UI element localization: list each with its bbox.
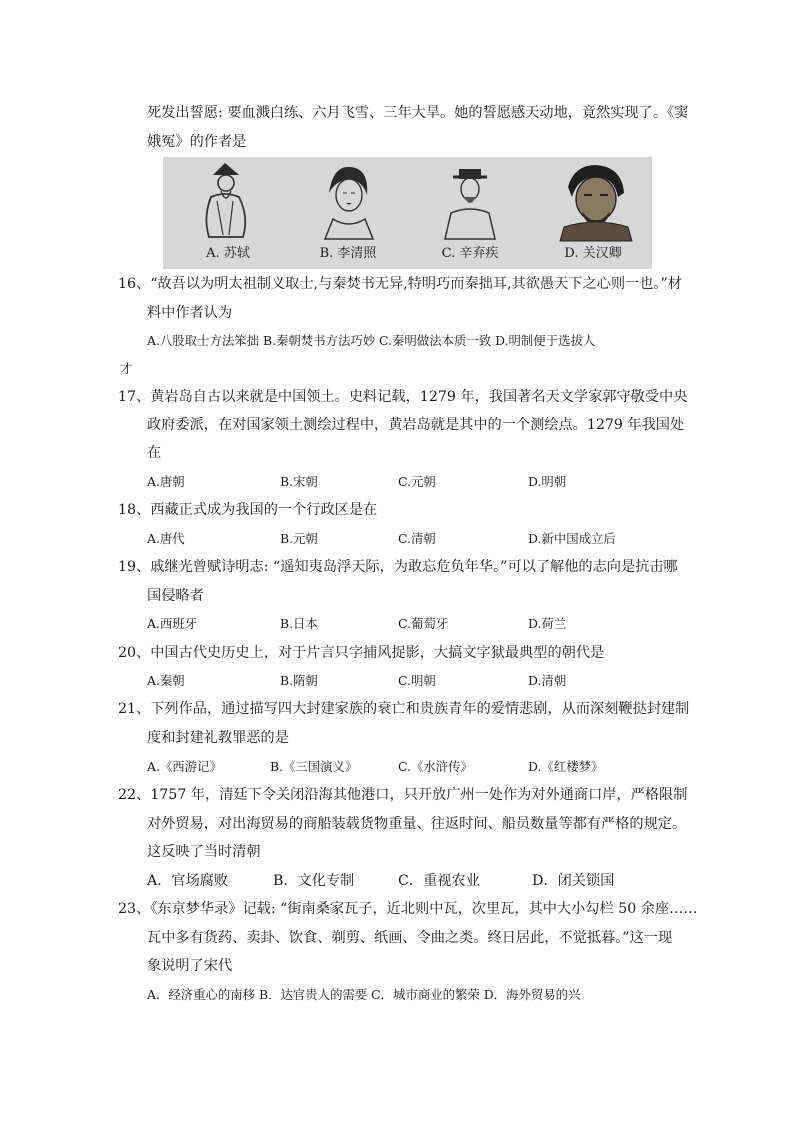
q17-stem-line3: 在 (147, 445, 162, 461)
q19-option-a: A.西班牙 (147, 616, 198, 631)
caption-a: A. 苏轼 (206, 246, 250, 261)
q17-option-b: B.宋朝 (280, 474, 318, 489)
q23-stem-line2: 瓦中多有货药、卖卦、饮食、剃剪、纸画、令曲之类。终日居此，不觉抵暮。”这一现 (147, 930, 673, 946)
q21-stem-line1: 21、下列作品，通过描写四大封建家族的衰亡和贵族青年的爱情悲剧，从而深刻鞭挞封建制 (118, 701, 690, 717)
q17-option-d: D.明朝 (528, 474, 567, 489)
q22-option-a: A．官场腐败 (147, 873, 229, 889)
q22-option-c: C．重视农业 (398, 873, 480, 889)
q20-option-c: C.明朝 (398, 673, 436, 688)
q20-option-b: B.隋朝 (280, 673, 318, 688)
q18-option-b: B.元朝 (280, 531, 318, 546)
q22-stem-line3: 这反映了当时清朝 (147, 844, 261, 860)
q17-option-c: C.元朝 (398, 474, 436, 489)
q18-option-c: C.清朝 (398, 531, 436, 546)
q15-portraits-image (163, 157, 652, 269)
q16-options: A.八股取士方法笨拙 B.秦朝焚书方法巧妙 C.秦明做法本质一致 D.明制便于选拔人 (147, 333, 596, 348)
q21-option-a: A.《西游记》 (147, 759, 222, 774)
q23-stem-line3: 象说明了宋代 (147, 958, 233, 974)
q19-stem-line1: 19、戚继光曾赋诗明志: “遥知夷岛浮天际，为敢忘危负年华。”可以了解他的志向是抗击哪 (118, 559, 678, 575)
q17-stem-line1: 17、黄岩岛自古以来就是中国领土。史料记载，1279 年，我国著名天文学家郭守敬受中央 (118, 389, 688, 405)
q23-stem-line1: 23、《东京梦华录》记载: “街南桑家瓦子，近北则中瓦，次里瓦，其中大小勾栏 50 余座…… (118, 901, 698, 917)
q19-option-d: D.荷兰 (528, 616, 567, 631)
q17-stem-line2: 政府委派，在对国家领土测绘过程中，黄岩岛就是其中的一个测绘点。1279 年我国处 (147, 417, 685, 433)
caption-d: D. 关汉卿 (564, 246, 622, 261)
q16-stem-line2: 料中作者认为 (147, 305, 233, 321)
q20-option-d: D.清朝 (528, 673, 567, 688)
q22-option-d: D．闭关锁国 (532, 873, 615, 889)
q22-stem-line1: 22、1757 年，清廷下令关闭沿海其他港口，只开放广州一处作为对外通商口岸，严格限制 (118, 787, 688, 803)
caption-c: C. 辛弃疾 (441, 246, 499, 261)
q15-text-line2: 娥冤》的作者是 (147, 134, 247, 150)
portrait-d (538, 157, 648, 269)
q15-text-line1: 死发出誓愿: 要血溅白练、六月飞雪、三年大旱。她的誓愿感天动地，竟然实现了。《窦 (147, 105, 689, 121)
q21-stem-line2: 度和封建礼教罪恶的是 (147, 730, 289, 746)
q23-options: A．经济重心的南移 B．达官贵人的需要 C．城市商业的繁荣 D．海外贸易的兴 (147, 987, 581, 1002)
q17-option-a: A.唐朝 (147, 474, 185, 489)
q16-stem-line1: 16、“故吾以为明太祖制义取士,与秦焚书无异,特明巧而秦拙耳,其欲愚天下之心则一也。”材 (118, 276, 682, 292)
q22-option-b: B．文化专制 (273, 873, 355, 889)
q20-option-a: A.秦朝 (147, 673, 185, 688)
caption-b: B. 李清照 (319, 246, 377, 261)
q21-option-d: D.《红楼梦》 (528, 759, 604, 774)
q19-option-b: B.日本 (280, 616, 318, 631)
q21-option-b: B.《三国演义》 (270, 759, 358, 774)
q18-option-d: D.新中国成立后 (528, 531, 616, 546)
q18-stem-line1: 18、西藏正式成为我国的一个行政区是在 (118, 502, 378, 518)
q19-stem-line2: 国侵略者 (147, 588, 204, 604)
q22-stem-line2: 对外贸易，对出海贸易的商船装载货物重量、往返时间、船员数量等都有严格的规定。 (147, 816, 687, 832)
portrait-b (293, 157, 403, 269)
portrait-c (415, 157, 525, 269)
q19-option-c: C.葡萄牙 (398, 616, 449, 631)
q21-option-c: C.《水浒传》 (398, 759, 473, 774)
portrait-a (173, 157, 283, 269)
q20-stem-line1: 20、中国古代史历史上，对于片言只字捕风捉影，大搞文字狱最典型的朝代是 (118, 645, 605, 661)
q18-option-a: A.唐代 (147, 531, 185, 546)
q16-options-wrap: 才 (120, 361, 133, 376)
